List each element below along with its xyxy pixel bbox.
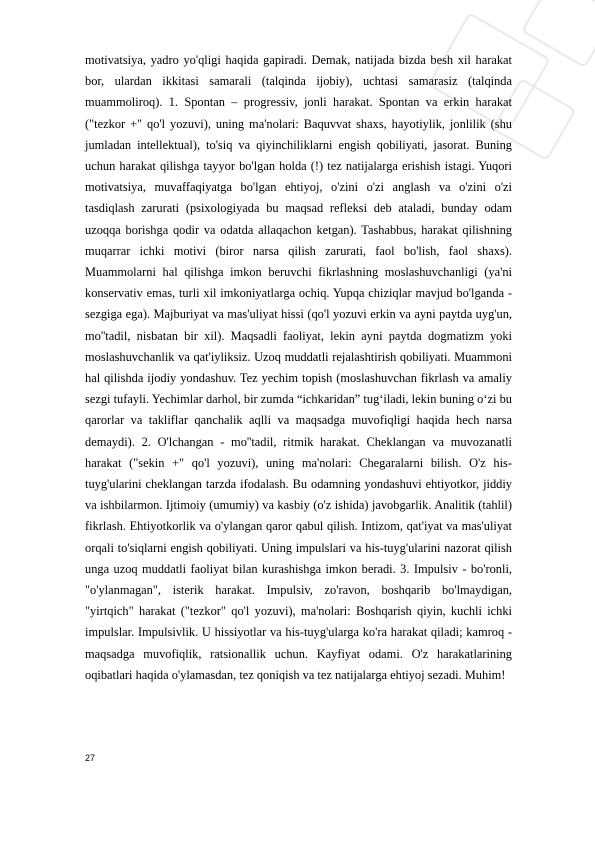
page-number: 27 — [85, 753, 96, 763]
watermark-shape — [521, 0, 595, 68]
body-paragraph: motivatsiya, yadro yo'qligi haqida gapiradi. Demak, natijada bizda besh xil harakat bor, ulardan ikkitasi samarali (talqinda ijobiy), uchtasi samarasiz (talqinda muammoliroq). 1. Spontan – progressiv, jonli harakat. Spontan va erkin harakat ("tezkor +" qo'l yozuvi), uning ma'nolari: Baquvvat shaxs, hayotiylik, jonlilik (shu jumladan intellektual), to'siq va qiyinchiliklarni engish qobiliyati, jasorat. Buning uchun harakat qilishga tayyor bo'lgan holda (!) tez natijalarga erishish istagi. Yuqori motivatsiya, muvaffaqiyatga bo'lgan ehtiyoj, o'zini o'zi anglash va o'zini o'zi tasdiqlash zarurati (psixologiyada bu maqsad refleksi deb ataladi, bunday odam uzoqqa borishga qodir va odatda allaqachon ketgan). Tashabbus, harakat qilishning muqarrar ichki motivi (biror narsa qilish zarurati, faol bo'lish, faol shaxs). Muammolarni hal qilishga imkon beruvchi fikrlashning moslashuvchanligi (ya'ni konservativ emas, turli xil imkoniyatlarga ochiq. Yupqa chiziqlar mavjud bo'lganda - sezgiga ega). Majburiyat va mas'uliyat hissi (qo'l yozuvi erkin va ayni paytda uyg'un, mo''tadil, nisbatan bir xil). Maqsadli faoliyat, lekin ayni paytda dogmatizm yoki moslashuvchanlik va qat'iyliksiz. Uzoq muddatli rejalashtirish qobiliyati. Muammoni hal qilishda ijodiy yondashuv. Tez yechim topish (moslashuvchan fikrlash va amaliy sezgi tufayli. Yechimlar darhol, bir zumda “ichkaridan” tug‘iladi, lekin buning o‘zi bu qarorlar va takliflar qanchalik aqlli va maqsadga muvofiqligi haqida hech narsa demaydi). 2. O'lchangan - mo''tadil, ritmik harakat. Cheklangan va muvozanatli harakat ("sekin +" qo'l yozuvi), uning ma'nolari: Chegaralarni bilish. O'z his-tuyg'ularini cheklangan tarzda ifodalash. Bu odamning yondashuvi ehtiyotkor, jiddiy va ishbilarmon. Ijtimoiy (umumiy) va kasbiy (o'z ishida) javobgarlik. Analitik (tahlil) fikrlash. Ehtiyotkorlik va o'ylangan qaror qabul qilish. Intizom, qat'iyat va mas'uliyat orqali to'siqlarni engish qobiliyati. Uning impulslari va his-tuyg'ularini nazorat qilish unga uzoq muddatli faoliyat bilan kurashishga imkon beradi. 3. Impulsiv - bo'ronli, "o'ylanmagan", isterik harakat. Impulsiv, zo'ravon, boshqarib bo'lmaydigan, "yirtqich" harakat ("tezkor" qo'l yozuvi), ma'nolari: Boshqarish qiyin, kuchli ichki impulslar. Impulsivlik. U hissiyotlar va his-tuyg'ularga ko'ra harakat qiladi; kamroq - maqsadga muvofiqlik, ratsionallik uchun. Kayfiyat odami. O'z harakatlarining oqibatlari haqida o'ylamasdan, tez qoniqish va tez natijalarga ehtiyoj sezadi. Muhim! — [85, 53, 512, 682]
